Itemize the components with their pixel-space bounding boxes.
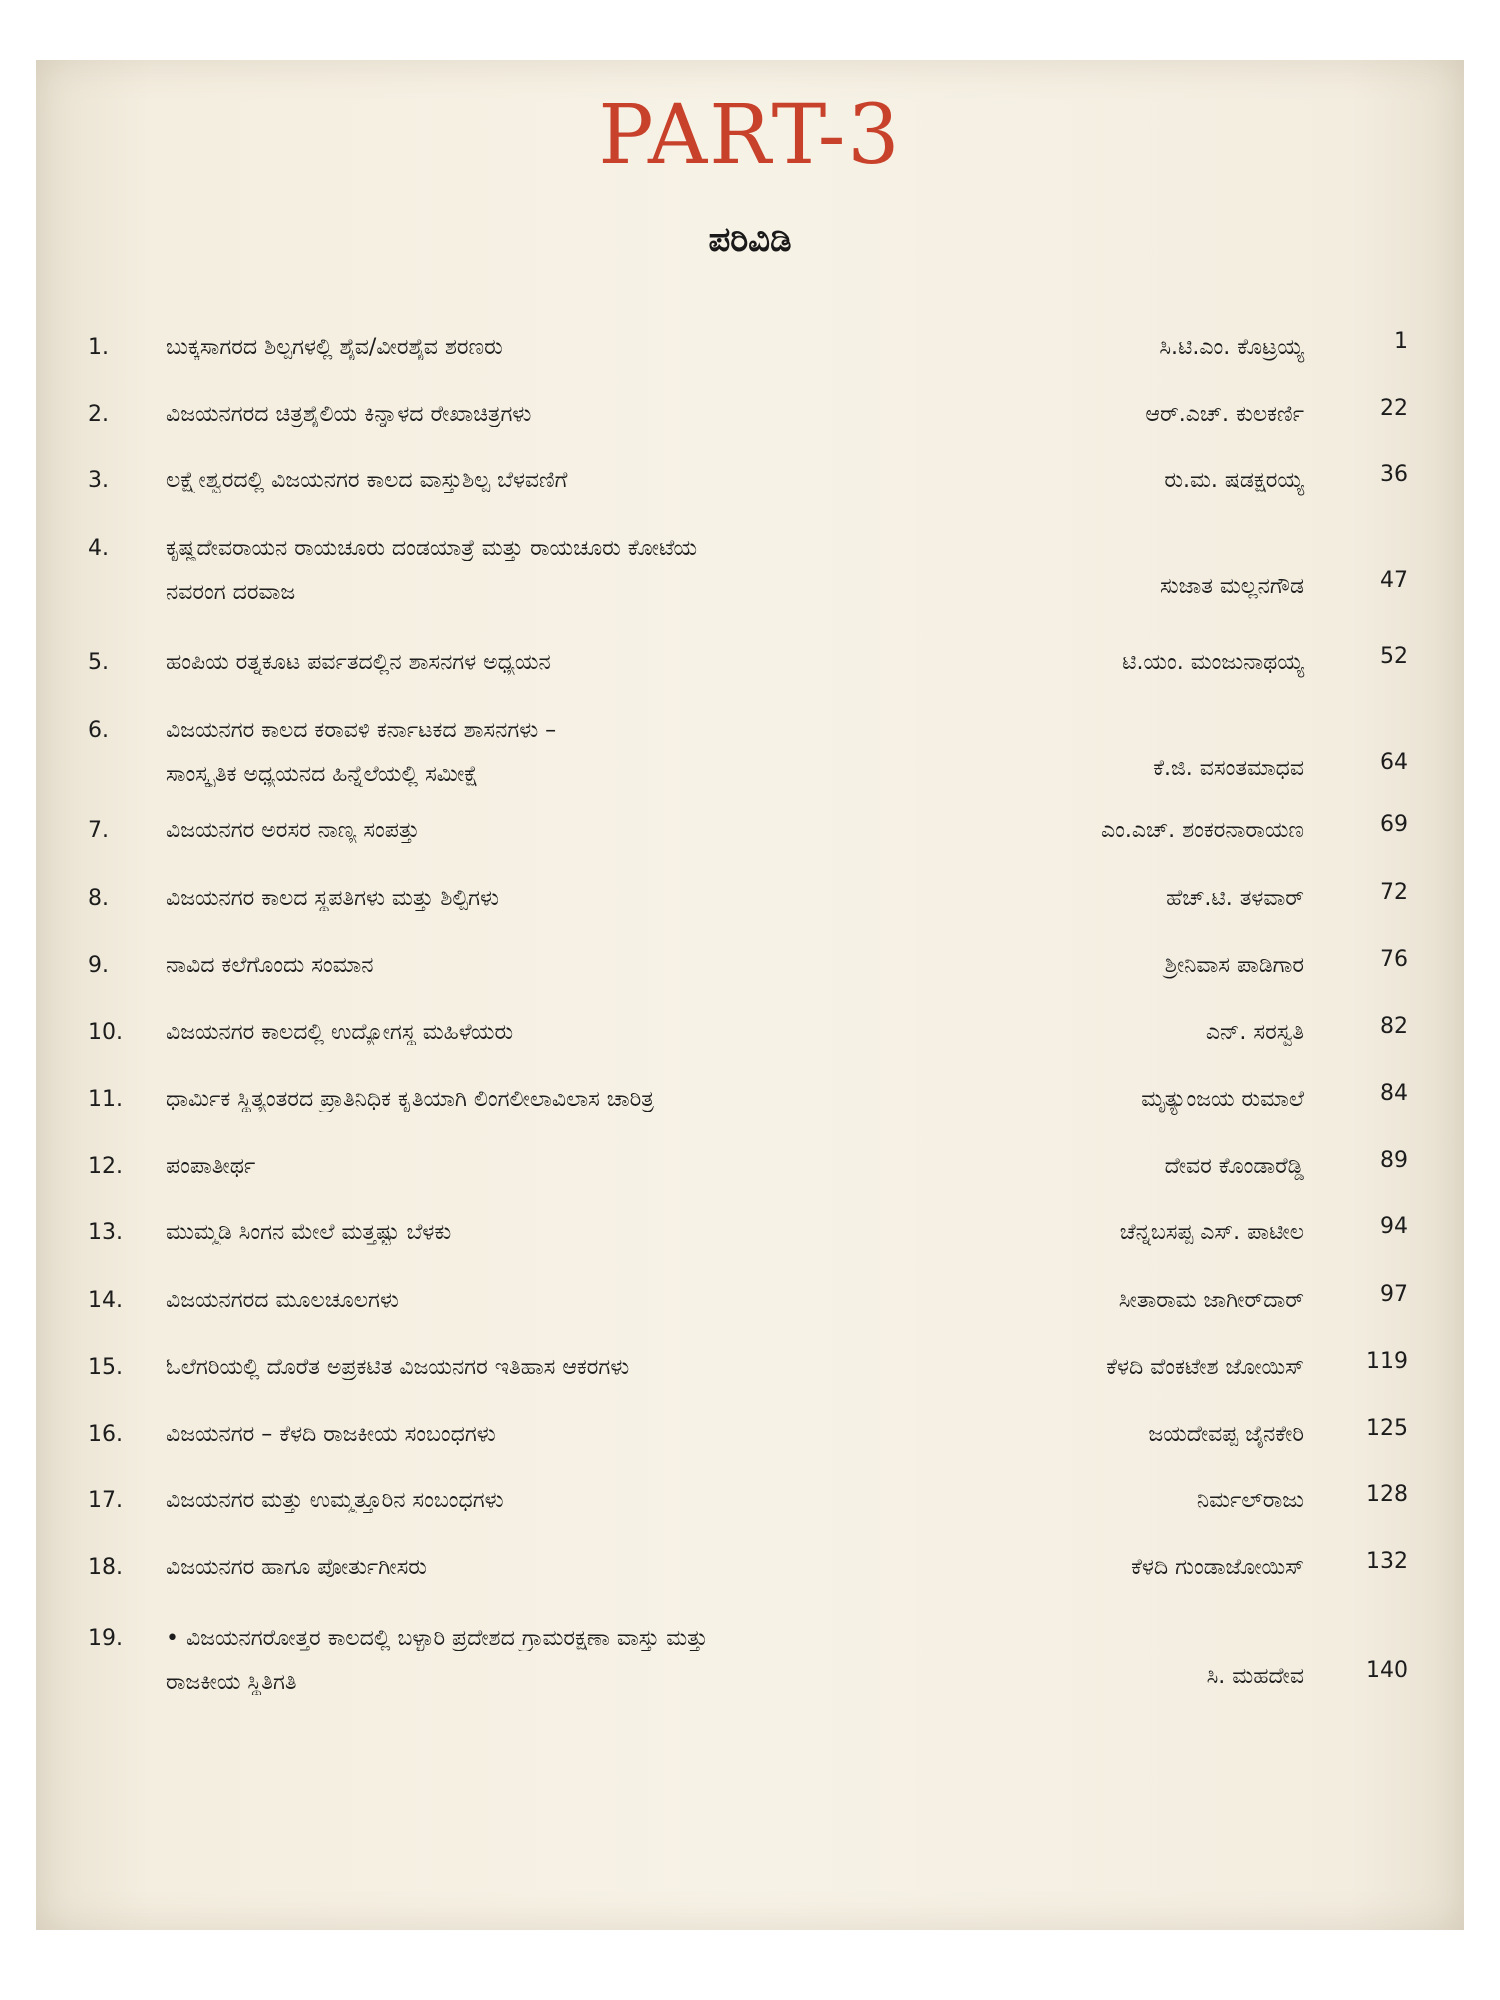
toc-entry xyxy=(36,1014,1464,1064)
entry-title: ವಿಜಯನಗರ ಹಾಗೂ ಪೋರ್ತುಗೀಸರು xyxy=(166,1555,427,1580)
entry-author: ಸುಜಾತ ಮಲ್ಲನಗೌಡ xyxy=(1159,574,1304,599)
contents-heading: ಪರಿವಿಡಿ xyxy=(708,220,792,260)
toc-entry xyxy=(36,1282,1464,1332)
entry-title: ನವರಂಗ ದರವಾಜ xyxy=(166,580,296,605)
entry-page-number: 52 xyxy=(1380,644,1408,669)
entry-author: ಟಿ.ಯಂ. ಮಂಜುನಾಥಯ್ಯ xyxy=(1122,650,1304,675)
entry-number: 9. xyxy=(88,953,109,978)
entry-page-number: 132 xyxy=(1366,1549,1408,1574)
entry-title: ನಾವಿದ ಕಲೆಗೊಂದು ಸಂಮಾನ xyxy=(166,953,374,978)
toc-entry xyxy=(36,1549,1464,1599)
entry-title: ಪಂಪಾತೀರ್ಥ xyxy=(166,1154,256,1179)
entry-number: 10. xyxy=(88,1020,123,1045)
entry-author: ರು.ಮ. ಷಡಕ್ಷರಯ್ಯ xyxy=(1164,468,1304,493)
entry-number: 6. xyxy=(88,718,109,743)
toc-entry xyxy=(36,1626,1464,1714)
entry-title: ವಿಜಯನಗರ ಮತ್ತು ಉಮ್ಮತ್ತೂರಿನ ಸಂಬಂಧಗಳು xyxy=(166,1488,504,1513)
entry-title: • ವಿಜಯನಗರೋತ್ತರ ಕಾಲದಲ್ಲಿ ಬಳ್ಳಾರಿ ಪ್ರದೇಶದ ಗ್ರಾಮರಕ್ಷಣಾ ವಾಸ್ತು ಮತ್ತು xyxy=(166,1626,708,1651)
part-title: PART-3 xyxy=(598,88,902,183)
entry-page-number: 69 xyxy=(1380,812,1408,837)
entry-page-number: 22 xyxy=(1380,396,1408,421)
entry-author: ಜಯದೇವಪ್ಪ ಜೈನಕೇರಿ xyxy=(1148,1422,1304,1447)
toc-entry xyxy=(36,1081,1464,1131)
entry-number: 19. xyxy=(88,1626,123,1651)
toc-entry xyxy=(36,1416,1464,1466)
entry-author: ಆರ್.ಎಚ್. ಕುಲಕರ್ಣಿ xyxy=(1145,402,1304,427)
entry-author: ಸಿ. ಮಹದೇವ xyxy=(1206,1664,1304,1689)
entry-number: 1. xyxy=(88,335,109,360)
toc-entry xyxy=(36,536,1464,624)
entry-title: ವಿಜಯನಗರ ಕಾಲದ ಸ್ಥಪತಿಗಳು ಮತ್ತು ಶಿಲ್ಪಿಗಳು xyxy=(166,886,499,911)
entry-page-number: 94 xyxy=(1380,1214,1408,1239)
entry-page-number: 89 xyxy=(1380,1148,1408,1173)
toc-entry xyxy=(36,1148,1464,1198)
entry-title: ವಿಜಯನಗರ ಕಾಲದಲ್ಲಿ ಉದ್ಯೋಗಸ್ಥ ಮಹಿಳೆಯರು xyxy=(166,1020,514,1045)
entry-page-number: 125 xyxy=(1366,1416,1408,1441)
entry-number: 7. xyxy=(88,818,109,843)
entry-title: ಕೃಷ್ಣದೇವರಾಯನ ರಾಯಚೂರು ದಂಡಯಾತ್ರೆ ಮತ್ತು ರಾಯಚೂರು ಕೋಟೆಯ xyxy=(166,536,698,561)
entry-author: ಕೆಳದಿ ಗುಂಡಾಜೋಯಿಸ್ xyxy=(1131,1555,1304,1580)
entry-author: ಚೆನ್ನಬಸಪ್ಪ ಎಸ್. ಪಾಟೀಲ xyxy=(1119,1220,1304,1245)
entry-page-number: 36 xyxy=(1380,462,1408,487)
table-of-contents xyxy=(36,60,1464,1930)
entry-page-number: 84 xyxy=(1380,1081,1408,1106)
entry-author: ಸೀತಾರಾಮ ಜಾಗೀರ್‌ದಾರ್ xyxy=(1118,1288,1304,1313)
entry-author: ಕೆ.ಜಿ. ವಸಂತಮಾಧವ xyxy=(1153,756,1304,781)
entry-page-number: 72 xyxy=(1380,880,1408,905)
entry-title: ಓಲೆಗರಿಯಲ್ಲಿ ದೊರೆತ ಅಪ್ರಕಟಿತ ವಿಜಯನಗರ ಇತಿಹಾಸ ಆಕರಗಳು xyxy=(166,1355,630,1380)
entry-author: ಎನ್. ಸರಸ್ವತಿ xyxy=(1205,1020,1304,1045)
entry-page-number: 47 xyxy=(1380,568,1408,593)
entry-number: 16. xyxy=(88,1422,123,1447)
entry-title: ವಿಜಯನಗರ ಅರಸರ ನಾಣ್ಯ ಸಂಪತ್ತು xyxy=(166,818,420,843)
entry-page-number: 1 xyxy=(1394,329,1408,354)
entry-number: 12. xyxy=(88,1154,123,1179)
entry-number: 15. xyxy=(88,1355,123,1380)
toc-entry xyxy=(36,880,1464,930)
entry-title: ಧಾರ್ಮಿಕ ಸ್ಥಿತ್ಯಂತರದ ಪ್ರಾತಿನಿಧಿಕ ಕೃತಿಯಾಗಿ ಲಿಂಗಲೀಲಾವಿಲಾಸ ಚಾರಿತ್ರ xyxy=(166,1087,654,1112)
toc-entry xyxy=(36,947,1464,997)
entry-author: ಎಂ.ಎಚ್. ಶಂಕರನಾರಾಯಣ xyxy=(1100,818,1304,843)
toc-entry xyxy=(36,718,1464,806)
entry-page-number: 76 xyxy=(1380,947,1408,972)
entry-author: ನಿರ್ಮಲ್‌ರಾಜು xyxy=(1196,1488,1304,1513)
entry-number: 14. xyxy=(88,1288,123,1313)
entry-number: 2. xyxy=(88,402,109,427)
entry-author: ಹೆಚ್.ಟಿ. ತಳವಾರ್ xyxy=(1166,886,1304,911)
entry-page-number: 64 xyxy=(1380,750,1408,775)
toc-entry xyxy=(36,396,1464,446)
entry-number: 5. xyxy=(88,650,109,675)
entry-title: ಸಾಂಸ್ಕೃತಿಕ ಅಧ್ಯಯನದ ಹಿನ್ನೆಲೆಯಲ್ಲಿ ಸಮೀಕ್ಷೆ xyxy=(166,762,479,787)
entry-title: ರಾಜಕೀಯ ಸ್ಥಿತಿಗತಿ xyxy=(166,1670,297,1695)
entry-number: 13. xyxy=(88,1220,123,1245)
entry-author: ದೇವರ ಕೊಂಡಾರೆಡ್ಡಿ xyxy=(1164,1154,1304,1179)
entry-title: ಬುಕ್ಕಸಾಗರದ ಶಿಲ್ಪಗಳಲ್ಲಿ ಶೈವ/ವೀರಶೈವ ಶರಣರು xyxy=(166,335,503,360)
toc-entry xyxy=(36,329,1464,379)
entry-number: 11. xyxy=(88,1087,123,1112)
entry-title: ವಿಜಯನಗರ – ಕೆಳದಿ ರಾಜಕೀಯ ಸಂಬಂಧಗಳು xyxy=(166,1422,496,1447)
entry-title: ವಿಜಯನಗರದ ಚಿತ್ರಶೈಲಿಯ ಕಿನ್ನಾಳದ ರೇಖಾಚಿತ್ರಗಳು xyxy=(166,402,532,427)
entry-number: 8. xyxy=(88,886,109,911)
toc-entry xyxy=(36,644,1464,694)
entry-author: ಮೃತ್ಯುಂಜಯ ರುಮಾಲೆ xyxy=(1141,1087,1304,1112)
entry-title: ಮುಮ್ಮಡಿ ಸಿಂಗನ ಮೇಲೆ ಮತ್ತಷ್ಟು ಬೆಳಕು xyxy=(166,1220,452,1245)
entry-number: 3. xyxy=(88,468,109,493)
toc-entry xyxy=(36,1214,1464,1264)
entry-number: 18. xyxy=(88,1555,123,1580)
entry-author: ಶ್ರೀನಿವಾಸ ಪಾಡಿಗಾರ xyxy=(1164,953,1304,978)
entry-number: 17. xyxy=(88,1488,123,1513)
entry-title: ವಿಜಯನಗರ ಕಾಲದ ಕರಾವಳಿ ಕರ್ನಾಟಕದ ಶಾಸನಗಳು – xyxy=(166,718,557,743)
entry-title: ವಿಜಯನಗರದ ಮೂಲಚೂಲಗಳು xyxy=(166,1288,399,1313)
entry-title: ಹಂಪಿಯ ರತ್ನಕೂಟ ಪರ್ವತದಲ್ಲಿನ ಶಾಸನಗಳ ಅಧ್ಯಯನ xyxy=(166,650,551,675)
entry-page-number: 82 xyxy=(1380,1014,1408,1039)
entry-number: 4. xyxy=(88,536,109,561)
entry-page-number: 128 xyxy=(1366,1482,1408,1507)
toc-entry xyxy=(36,1482,1464,1532)
entry-page-number: 97 xyxy=(1380,1282,1408,1307)
entry-title: ಲಕ್ಷ್ಮೇಶ್ವರದಲ್ಲಿ ವಿಜಯನಗರ ಕಾಲದ ವಾಸ್ತುಶಿಲ್ಪ ಬೆಳವಣಿಗೆ xyxy=(166,468,568,493)
toc-entry xyxy=(36,1349,1464,1399)
entry-page-number: 119 xyxy=(1366,1349,1408,1374)
entry-author: ಕೆಳದಿ ವೆಂಕಟೇಶ ಜೋಯಿಸ್ xyxy=(1106,1355,1304,1380)
entry-page-number: 140 xyxy=(1366,1658,1408,1683)
toc-entry xyxy=(36,462,1464,512)
toc-entry xyxy=(36,812,1464,862)
book-page xyxy=(36,60,1464,1930)
entry-author: ಸಿ.ಟಿ.ಎಂ. ಕೊಟ್ರಯ್ಯ xyxy=(1159,335,1304,360)
